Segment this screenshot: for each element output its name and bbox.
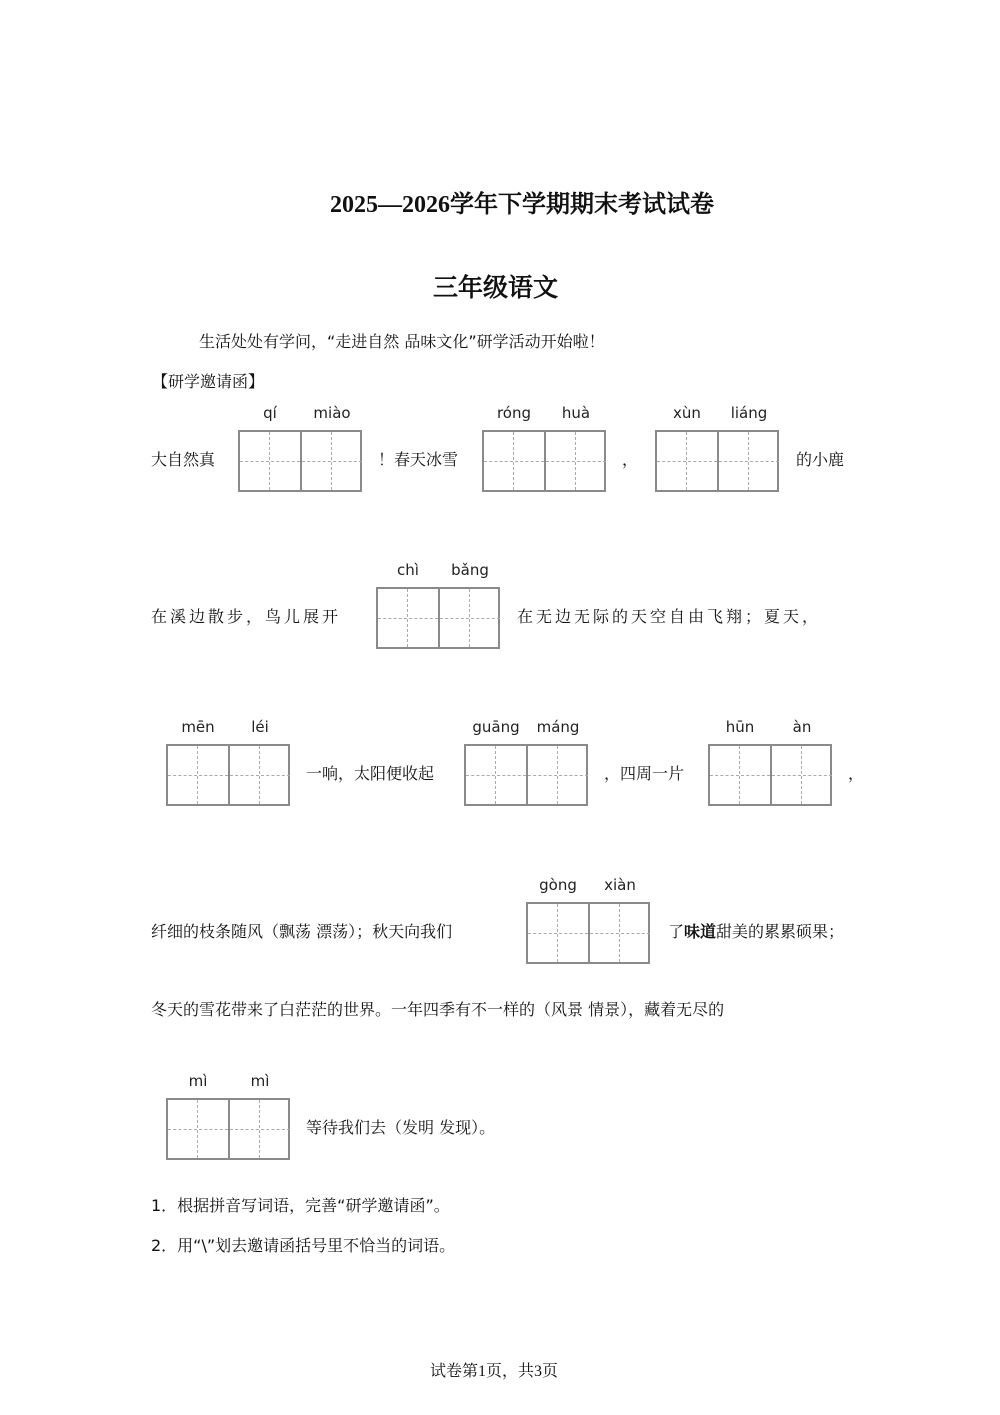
pinyin-label: gòng [539,876,577,894]
pinyin-box-7[interactable] [708,718,832,806]
line3-text-2: ，四周一片 [604,764,685,783]
pinyin-label: liáng [730,404,768,422]
pinyin-label: mēn [181,718,215,736]
line4-text-rest: 甜美的累累硕果； [716,922,845,941]
pinyin-label: hūn [725,718,755,736]
writing-cell[interactable] [466,746,526,804]
pinyin-label: chì [397,561,419,579]
pinyin-label: mì [250,1072,270,1090]
line1-text-2: ！春天冰雪 [378,450,459,469]
line4-text-2 [668,922,844,942]
line1-text-3: ， [622,450,639,469]
pinyin-box-2[interactable] [482,404,606,492]
line2-text-1: 在溪边散步，鸟儿展开 [151,607,342,626]
exam-subtitle: 三年级语文 [433,273,559,302]
writing-cell[interactable] [240,432,300,490]
writing-cell[interactable] [657,432,717,490]
pinyin-label: léi [251,718,269,736]
question-1: 1．根据拼音写词语，完善“研学邀请函”。 [151,1196,450,1215]
writing-cell[interactable] [528,904,588,962]
line5-text: 冬天的雪花带来了白茫茫的世界。一年四季有不一样的（风景 情景），藏着无尽的 [151,1000,725,1019]
pinyin-label: guāng [472,718,520,736]
line1-text-4: 的小鹿 [796,450,845,469]
writing-cell[interactable] [168,746,228,804]
writing-cell[interactable] [546,432,606,490]
line4-text-le: 了 [668,922,685,941]
pinyin-label: máng [536,718,580,736]
line3-text-3: ， [848,764,865,783]
writing-cell[interactable] [719,432,779,490]
pinyin-box-1[interactable] [238,404,362,492]
line3-text-1: 一响，太阳便收起 [306,764,435,783]
pinyin-box-4[interactable] [376,561,500,649]
pinyin-label: huà [561,404,591,422]
pinyin-box-5[interactable] [166,718,290,806]
pinyin-label: xùn [673,404,701,422]
line1-text-1: 大自然真 [151,450,216,469]
pinyin-box-6[interactable] [464,718,588,806]
section-label: 【研学邀请函】 [152,372,265,391]
intro-text: 生活处处有学问，“走进自然 品味文化”研学活动开始啦！ [199,332,605,351]
writing-cell[interactable] [440,589,500,647]
page-footer: 试卷第1页，共3页 [430,1363,559,1380]
pinyin-label: àn [792,718,812,736]
writing-cell[interactable] [528,746,588,804]
line2-text-2: 在无边无际的天空自由飞翔；夏天， [517,607,822,626]
line4-text-1: 纤细的枝条随风（飘荡 漂荡）；秋天向我们 [151,922,453,941]
pinyin-label: miào [313,404,351,422]
pinyin-label: mì [188,1072,208,1090]
pinyin-box-3[interactable] [655,404,779,492]
writing-cell[interactable] [378,589,438,647]
pinyin-box-8[interactable] [526,876,650,964]
pinyin-label: xiàn [604,876,636,894]
pinyin-box-9[interactable] [166,1072,290,1160]
writing-cell[interactable] [590,904,650,962]
writing-cell[interactable] [230,746,290,804]
line4-text-weidao: 味道 [684,922,717,941]
pinyin-label: qí [263,404,277,422]
pinyin-label: róng [496,404,532,422]
pinyin-label: bǎng [451,561,489,579]
writing-cell[interactable] [302,432,362,490]
writing-cell[interactable] [168,1100,228,1158]
writing-cell[interactable] [484,432,544,490]
writing-cell[interactable] [230,1100,290,1158]
exam-title: 2025—2026学年下学期期末考试试卷 [330,192,714,218]
question-2: 2．用“\”划去邀请函括号里不恰当的词语。 [151,1236,456,1255]
writing-cell[interactable] [710,746,770,804]
writing-cell[interactable] [772,746,832,804]
line6-text: 等待我们去（发明 发现）。 [306,1118,496,1137]
